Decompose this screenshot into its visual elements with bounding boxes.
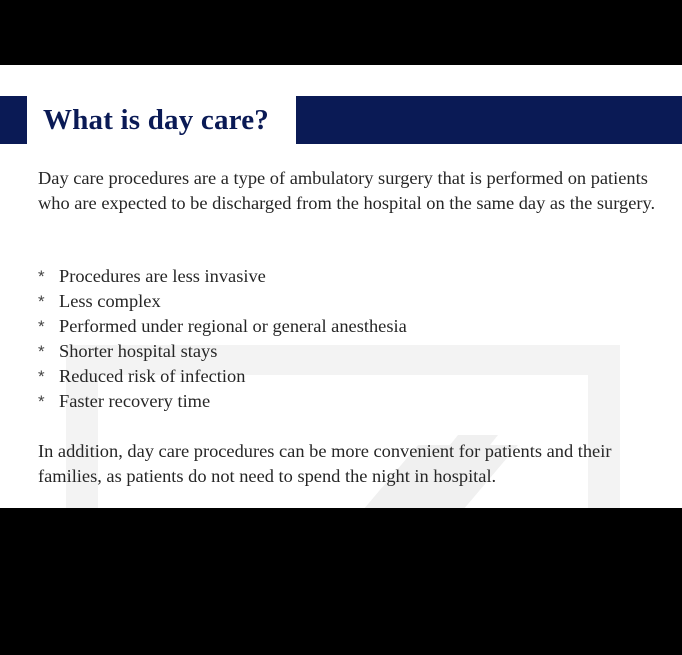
- asterisk-bullet-icon: *: [38, 317, 45, 336]
- asterisk-bullet-icon: *: [38, 367, 45, 386]
- presentation-slide: [0, 65, 682, 508]
- asterisk-bullet-icon: *: [38, 342, 45, 361]
- list-item: [38, 389, 407, 414]
- list-item: [38, 264, 407, 289]
- list-item: [38, 289, 407, 314]
- asterisk-bullet-icon: *: [38, 392, 45, 411]
- intro-paragraph: Day care procedures are a type of ambulatory surgery that is performed on patients who are expected to be discharged from the hospital on the same day as the surgery.: [38, 168, 656, 213]
- asterisk-bullet-icon: *: [38, 292, 45, 311]
- outro-paragraph: In addition, day care procedures can be more convenient for patients and their families, as patients do not need to spend the night in hospital.: [38, 441, 612, 486]
- bullet-list: [38, 264, 407, 414]
- asterisk-bullet-icon: *: [38, 267, 45, 286]
- list-item: [38, 339, 407, 364]
- list-item: [38, 314, 407, 339]
- bullet-text: Shorter hospital stays: [59, 341, 218, 361]
- bullet-text: Procedures are less invasive: [59, 266, 266, 286]
- title-bar-left: [0, 96, 27, 144]
- title-bar-right: [296, 96, 682, 144]
- slide-title: What is day care?: [43, 104, 269, 136]
- bullet-text: Performed under regional or general anesthesia: [59, 316, 407, 336]
- bullet-text: Reduced risk of infection: [59, 366, 246, 386]
- list-item: [38, 364, 407, 389]
- bullet-text: Less complex: [59, 291, 161, 311]
- bullet-text: Faster recovery time: [59, 391, 211, 411]
